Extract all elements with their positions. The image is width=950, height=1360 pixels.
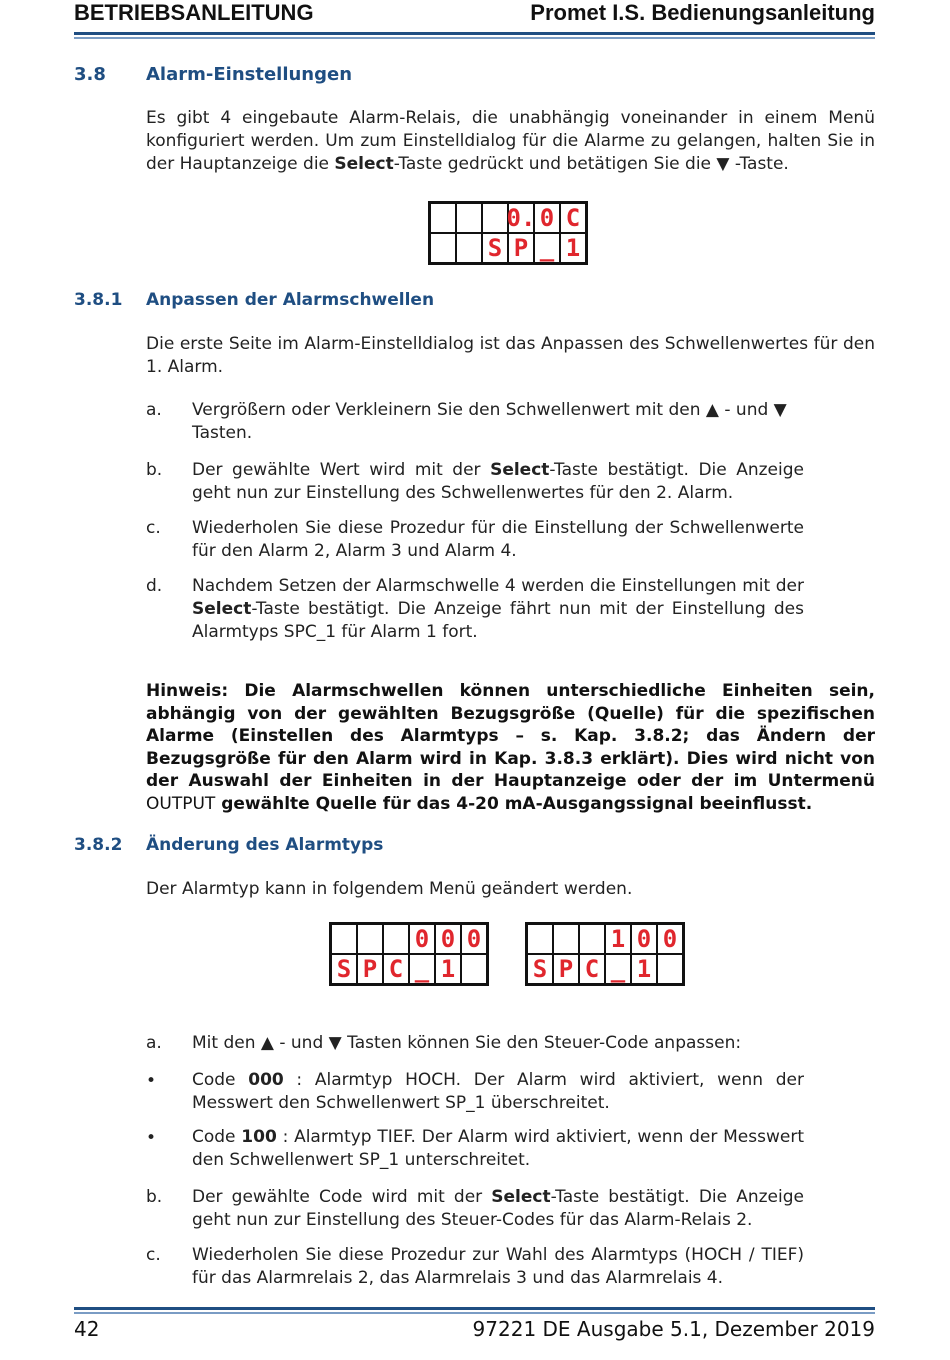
section-title: Alarm-Einstellungen [146, 64, 353, 85]
lcd-cell: _ [606, 955, 630, 983]
lcd-cell [457, 204, 481, 232]
edition-info: 97221 DE Ausgabe 5.1, Dezember 2019 [472, 1317, 875, 1341]
lcd-cell: C [384, 955, 408, 983]
section-number: 3.8 [74, 64, 106, 85]
list-item: Code 100 : Alarmtyp TIEF. Der Alarm wird aktiviert, wenn der Messwert den Schwellenwert SP_1 unterschreitet. [192, 1127, 804, 1170]
subsection-title: Anpassen der Alarmschwellen [146, 290, 435, 310]
list-label: b. [146, 460, 163, 480]
list-label: d. [146, 576, 163, 596]
lcd-cell [483, 204, 507, 232]
list-item: Code 000 : Alarmtyp HOCH. Der Alarm wird aktiviert, wenn der Messwert den Schwellenwert SP_1 überschreitet. [192, 1070, 804, 1113]
lcd-cell: 0 [462, 925, 486, 953]
lcd-display-code-100 [525, 922, 685, 986]
list-item: Nachdem Setzen der Alarmschwelle 4 werden die Einstellungen mit der Select-Taste bestätigt. Die Anzeige fährt nun mit der Einstellung des Alarmtyps SPC_1 für Alarm 1 fort. [192, 576, 804, 642]
subsection-number: 3.8.1 [74, 290, 123, 310]
lcd-cell: C [580, 955, 604, 983]
lcd-cell: P [554, 955, 578, 983]
list-item: Wiederholen Sie diese Prozedur zur Wahl des Alarmtyps (HOCH / TIEF) für das Alarmrelais 2, das Alarmrelais 3 und das Alarmrelais 4. [192, 1245, 804, 1288]
lcd-cell [358, 925, 382, 953]
subsection-intro: Der Alarmtyp kann in folgendem Menü geändert werden. [146, 879, 633, 899]
header-rule-thin [74, 37, 875, 39]
lcd-cell [462, 955, 486, 983]
lcd-display-code-000 [329, 922, 489, 986]
list-item: Wiederholen Sie diese Prozedur für die Einstellung der Schwellenwerte für den Alarm 2, Alarm 3 und Alarm 4. [192, 518, 804, 561]
lcd-cell: C [561, 204, 585, 232]
list-label: b. [146, 1187, 163, 1207]
header-right: Promet I.S. Bedienungsanleitung [530, 0, 875, 25]
lcd-cell: 0 [632, 925, 656, 953]
lcd-cell: _ [535, 234, 559, 262]
list-item: Der gewählte Code wird mit der Select-Taste bestätigt. Die Anzeige geht nun zur Einstellung des Steuer-Codes für das Alarm-Relais 2. [192, 1187, 804, 1230]
subsection-intro: Die erste Seite im Alarm-Einstelldialog ist das Anpassen des Schwellenwertes für den 1. Alarm. [146, 334, 875, 377]
lcd-cell: 1 [632, 955, 656, 983]
subsection-number: 3.8.2 [74, 835, 123, 855]
lcd-cell [658, 955, 682, 983]
lcd-cell: 1 [606, 925, 630, 953]
bullet: • [146, 1128, 157, 1148]
header-left: BETRIEBSANLEITUNG [74, 0, 314, 25]
footer-rule [74, 1307, 875, 1310]
lcd-cell: 0 [410, 925, 434, 953]
hint-note: Hinweis: Die Alarmschwellen können unterschiedliche Einheiten sein, abhängig von der gewählten Bezugsgröße (Quelle) für die spezifischen Alarme (Einstellen des Alarmtyps – s. Kap. 3.8.2; das Ändern der Bezugsgröße für den Alarm wird in Kap. 3.8.3 erklärt). Dies wird nicht von der Auswahl der Einheiten in der Hauptanzeige oder der im Untermenü OUTPUT gewählte Quelle für das 4-20 mA-Ausgangssignal beeinflusst. [146, 681, 875, 814]
lcd-cell [431, 204, 455, 232]
lcd-cell: 1 [436, 955, 460, 983]
list-label: c. [146, 1245, 161, 1265]
page-number: 42 [74, 1317, 100, 1341]
lcd-cell: P [509, 234, 533, 262]
list-label: a. [146, 400, 162, 420]
list-label: a. [146, 1033, 162, 1053]
list-item: Mit den ▲ - und ▼ Tasten können Sie den Steuer-Code anpassen: [192, 1033, 742, 1053]
list-item: Vergrößern oder Verkleinern Sie den Schwellenwert mit den ▲ - und ▼ Tasten. [192, 400, 787, 443]
lcd-cell [457, 234, 481, 262]
list-item: Der gewählte Wert wird mit der Select-Taste bestätigt. Die Anzeige geht nun zur Einstellung des Schwellenwertes für den 2. Alarm. [192, 460, 804, 503]
header-rule [74, 32, 875, 35]
lcd-cell: 0 [658, 925, 682, 953]
lcd-cell: P [358, 955, 382, 983]
lcd-cell: 0. [506, 204, 536, 232]
lcd-cell [332, 925, 356, 953]
lcd-display-threshold [428, 201, 588, 265]
lcd-cell [384, 925, 408, 953]
subsection-title: Änderung des Alarmtyps [146, 835, 384, 855]
lcd-cell: S [528, 955, 552, 983]
lcd-cell: 1 [561, 234, 585, 262]
lcd-cell: _ [410, 955, 434, 983]
bullet: • [146, 1071, 157, 1091]
section-paragraph: Es gibt 4 eingebaute Alarm-Relais, die unabhängig voneinander in einem Menü konfiguriert werden. Um zum Einstelldialog für die Alarme zu gelangen, halten Sie in der Hauptanzeige die Select-Taste gedrückt und betätigen Sie die ▼ -Taste. [146, 108, 875, 174]
lcd-cell [431, 234, 455, 262]
footer-rule-thin [74, 1312, 875, 1314]
list-label: c. [146, 518, 161, 538]
lcd-cell: 0 [436, 925, 460, 953]
lcd-cell [580, 925, 604, 953]
lcd-cell [554, 925, 578, 953]
lcd-cell [528, 925, 552, 953]
lcd-cell: 0 [535, 204, 559, 232]
lcd-cell: S [483, 234, 507, 262]
lcd-cell: S [332, 955, 356, 983]
